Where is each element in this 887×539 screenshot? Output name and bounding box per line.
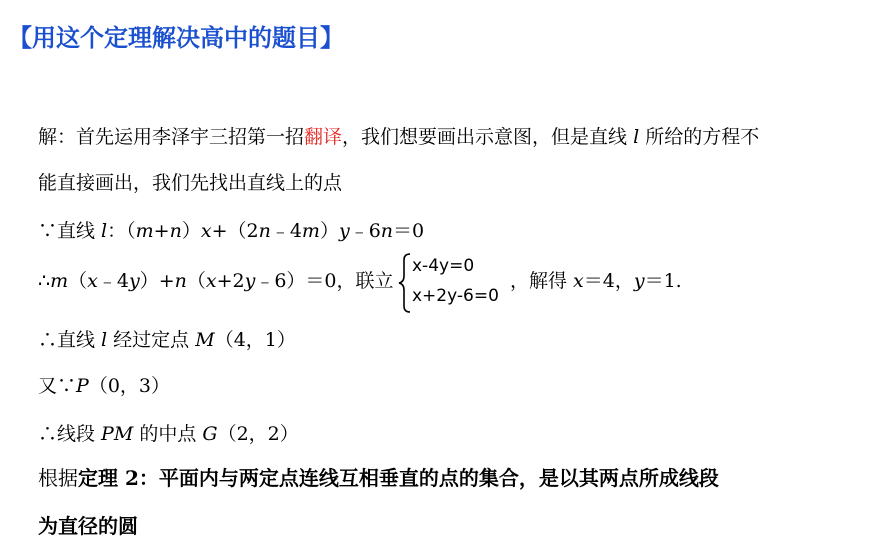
var: x [200, 220, 212, 242]
solution-result [510, 268, 682, 294]
var: n [380, 220, 394, 242]
text: 又∵ [38, 375, 77, 397]
left-brace-icon [398, 252, 412, 314]
highlight-translate: 翻译 [304, 126, 343, 148]
var: y [633, 270, 645, 292]
line-equation [38, 218, 424, 244]
theorem-text: 定理 2：平面内与两定点连线互相垂直的点的集合，是以其两点所成线段 [78, 466, 719, 490]
var: m [50, 270, 69, 292]
var: x [205, 270, 217, 292]
text: ﹣6 [349, 220, 381, 242]
var: n [258, 220, 271, 242]
var: x [87, 270, 98, 292]
var: y [338, 220, 350, 242]
theorem-line-1 [38, 465, 719, 491]
system-equation-2: x+2y-6=0 [412, 286, 499, 306]
text: （0，3） [88, 375, 170, 397]
var: PM [101, 423, 134, 445]
text: （ [68, 270, 88, 292]
text: ，我们想要画出示意图，但是直线 [342, 126, 634, 148]
var: y [244, 270, 256, 292]
section-heading: 【用这个定理解决高中的题目】 [8, 24, 344, 52]
var: l [101, 329, 108, 351]
text: ，解得 [510, 270, 574, 292]
point-p-line [38, 373, 170, 399]
equation-system [398, 252, 518, 314]
text: 解：首先运用李泽宇三招第一招 [38, 126, 305, 148]
text: ） [319, 220, 339, 242]
text: ﹣4 [97, 270, 129, 292]
factored-equation [38, 268, 394, 294]
text: 所给的方程不 [639, 126, 760, 148]
fixed-point-line [38, 327, 296, 353]
var: y [128, 270, 140, 292]
text: +（2 [211, 220, 259, 242]
var: n [174, 270, 187, 292]
text: ＝4， [583, 270, 634, 292]
theorem-line-2: 为直径的圆 [38, 514, 138, 538]
var: x [573, 270, 584, 292]
text: ﹣4 [270, 220, 302, 242]
var: m+n [135, 220, 182, 242]
var: m [301, 220, 320, 242]
var: M [195, 329, 215, 351]
text: ∵直线 [38, 220, 102, 242]
text: （ [186, 270, 206, 292]
text: ﹣6）＝0，联立 [255, 270, 394, 292]
midpoint-line [38, 421, 299, 447]
text: ∴线段 [38, 423, 102, 445]
text: ∴直线 [38, 329, 102, 351]
text: 的中点 [133, 423, 203, 445]
text: ＝0 [393, 220, 425, 242]
text: （2，2） [217, 423, 299, 445]
system-equation-1: x-4y=0 [412, 256, 475, 276]
var: P [76, 375, 89, 397]
text: ）+ [139, 270, 175, 292]
var-l: l [633, 126, 640, 148]
var: G [202, 423, 218, 445]
text: 经过定点 [107, 329, 196, 351]
solution-line-2: 能直接画出，我们先找出直线上的点 [38, 172, 343, 194]
text: +2 [216, 270, 245, 292]
text: 根据 [38, 466, 78, 490]
text: ＝1. [644, 270, 682, 292]
text: （4，1） [214, 329, 296, 351]
text: ∴ [38, 270, 51, 292]
solution-line-1 [38, 124, 759, 150]
var: l [101, 220, 108, 242]
text: ） [181, 220, 201, 242]
text: ：（ [107, 220, 136, 242]
